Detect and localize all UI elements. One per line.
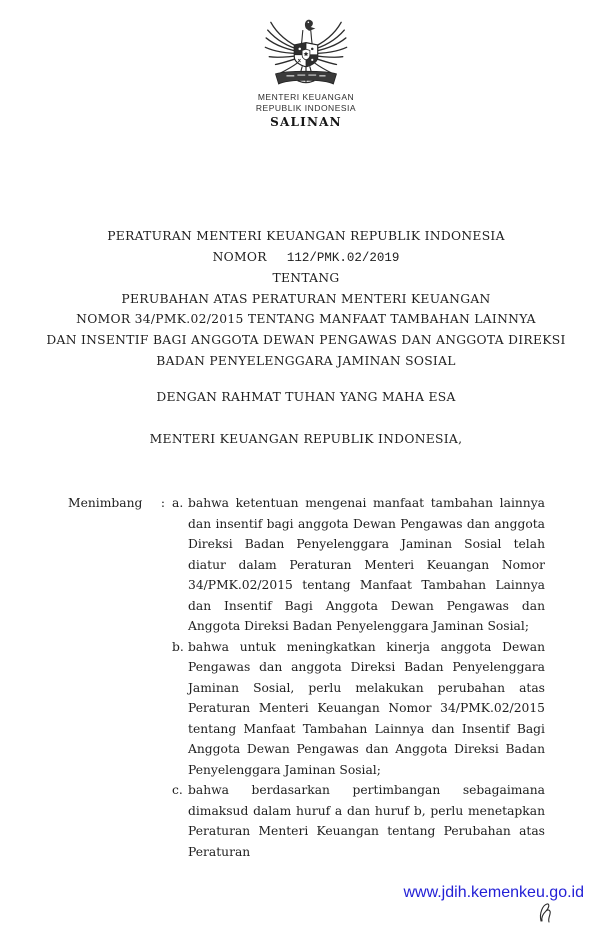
title-line-subject1: PERUBAHAN ATAS PERATURAN MENTERI KEUANGAN — [121, 291, 491, 306]
considerations-label: Menimbang — [68, 496, 143, 510]
item-text: bahwa untuk meningkatkan kinerja anggota Dewan Pengawas dan anggota Direksi Badan Penyelenggara Jaminan Sosial, perlu melakukan perubahan atas Peraturan Menteri Keuangan Nomor 34/PMK.02/2015 tentang Manfaat Tambahan Lainnya dan Insentif Bagi Anggota Dewan Pengawas dan Anggota Direksi Badan Penyelenggara Jaminan Sosial; — [188, 639, 545, 777]
item-marker: a. — [172, 496, 184, 510]
title-line-subject3: DAN INSENTIF BAGI ANGGOTA DEWAN PENGAWAS DAN ANGGOTA DIREKSI — [46, 332, 566, 347]
consideration-item-c — [172, 780, 545, 862]
ministry-name-line1: MENTERI KEUANGAN — [257, 92, 355, 102]
regulation-title — [0, 226, 612, 371]
considerations-list — [172, 493, 545, 862]
considerations-section — [68, 493, 545, 862]
letterhead — [0, 12, 612, 129]
garuda-pancasila-emblem — [263, 12, 349, 92]
invocation-line: DENGAN RAHMAT TUHAN YANG MAHA ESA — [156, 390, 456, 404]
nomor-label: NOMOR — [212, 249, 267, 264]
consideration-item-b — [172, 637, 545, 781]
jdih-website-link[interactable]: www.jdih.kemenkeu.go.id — [403, 884, 584, 901]
considerations-colon: : — [160, 496, 166, 510]
item-marker: b. — [172, 639, 184, 654]
title-line-subject4: BADAN PENYELENGGARA JAMINAN SOSIAL — [156, 353, 456, 368]
authority-line: MENTERI KEUANGAN REPUBLIK INDONESIA, — [149, 432, 463, 446]
handwritten-initial-mark — [536, 901, 556, 927]
copy-stamp-salinan: SALINAN — [270, 115, 342, 129]
title-line-number — [0, 247, 612, 269]
nomor-typed-value: 112/PMK.02/2019 — [286, 250, 400, 265]
title-line-subject2: NOMOR 34/PMK.02/2015 TENTANG MANFAAT TAMBAHAN LAINNYA — [76, 312, 536, 327]
title-line-tentang: TENTANG — [272, 271, 340, 286]
ministry-name-line2: REPUBLIK INDONESIA — [255, 103, 357, 113]
consideration-item-a — [172, 493, 545, 637]
title-line-regulation: PERATURAN MENTERI KEUANGAN REPUBLIK INDONESIA — [107, 229, 505, 243]
item-text: bahwa berdasarkan pertimbangan sebagaimana dimaksud dalam huruf a dan huruf b, perlu menetapkan Peraturan Menteri Keuangan tentang Perubahan atas Peraturan — [188, 783, 545, 859]
item-text: bahwa ketentuan mengenai manfaat tambahan lainnya dan insentif bagi anggota Dewan Pengawas dan anggota Direksi Badan Penyelenggara Jaminan Sosial telah diatur dalam Peraturan Menteri Keuangan Nomor 34/PMK.02/2015 tentang Manfaat Tambahan Lainnya dan Insentif Bagi Anggota Dewan Pengawas dan Anggota Direksi Badan Penyelenggara Jaminan Sosial; — [188, 496, 545, 633]
item-marker: c. — [172, 783, 183, 797]
